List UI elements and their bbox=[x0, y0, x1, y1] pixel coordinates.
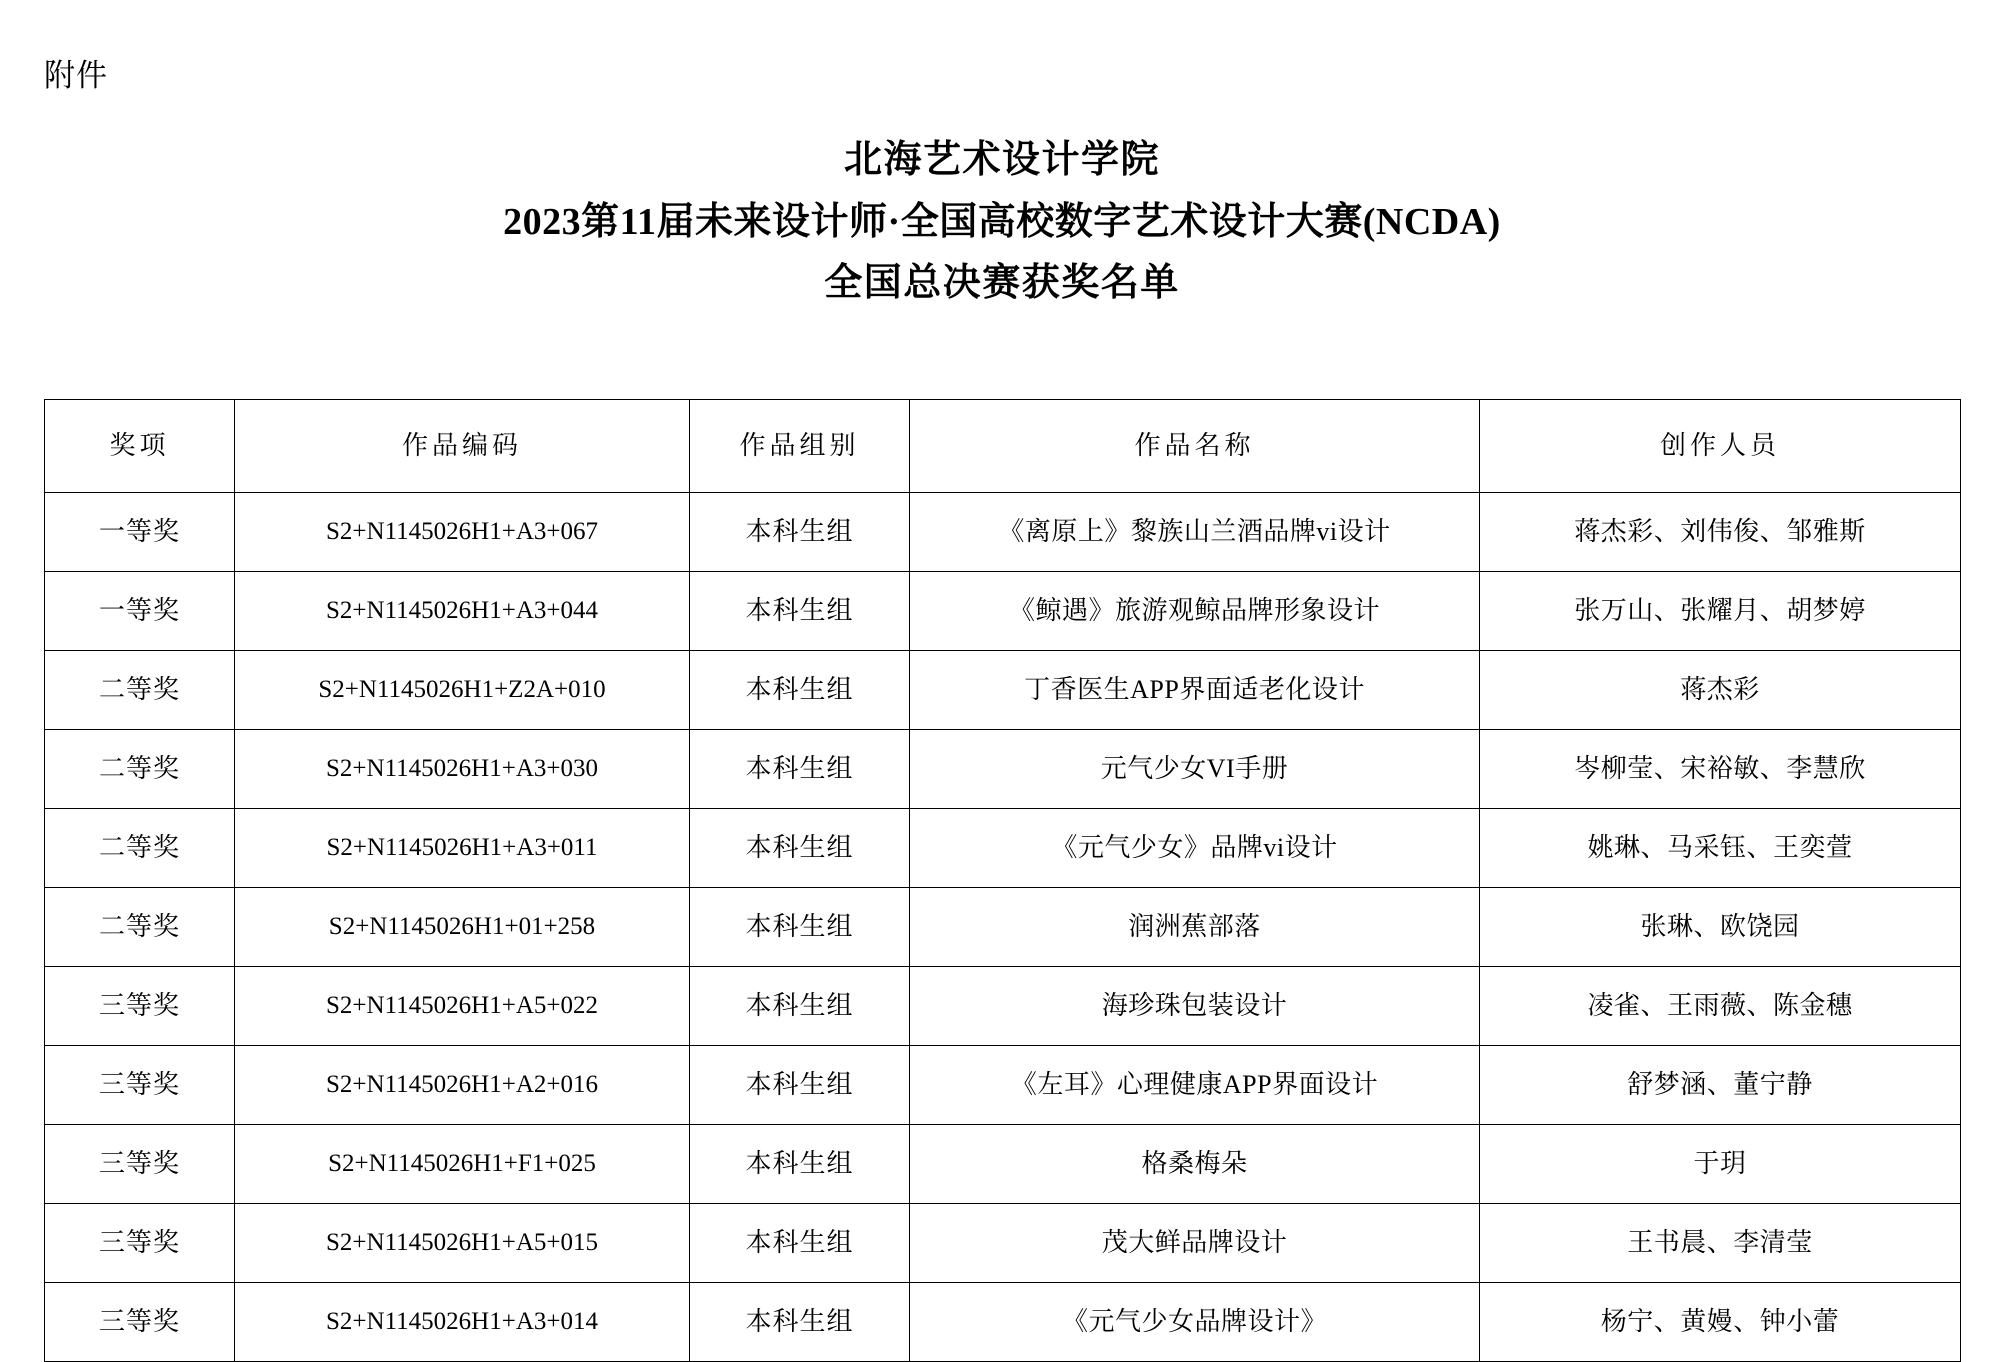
cell-group: 本科生组 bbox=[690, 1046, 910, 1125]
cell-work: 润洲蕉部落 bbox=[910, 888, 1480, 967]
table-header-row bbox=[45, 400, 1961, 493]
attachment-label: 附件 bbox=[44, 58, 108, 93]
cell-work: 茂大鲜品牌设计 bbox=[910, 1204, 1480, 1283]
cell-authors: 姚琳、马采钰、王奕萱 bbox=[1480, 809, 1961, 888]
column-header-work: 作品名称 bbox=[910, 400, 1480, 493]
cell-work: 海珍珠包装设计 bbox=[910, 967, 1480, 1046]
cell-award: 三等奖 bbox=[45, 1204, 235, 1283]
table-row bbox=[45, 651, 1961, 730]
cell-award: 三等奖 bbox=[45, 1046, 235, 1125]
cell-group: 本科生组 bbox=[690, 651, 910, 730]
column-header-authors: 创作人员 bbox=[1480, 400, 1961, 493]
table-row bbox=[45, 1125, 1961, 1204]
cell-work: 元气少女VI手册 bbox=[910, 730, 1480, 809]
cell-authors: 张万山、张耀月、胡梦婷 bbox=[1480, 572, 1961, 651]
table-row bbox=[45, 730, 1961, 809]
table-row bbox=[45, 493, 1961, 572]
table-row bbox=[45, 1204, 1961, 1283]
cell-code: S2+N1145026H1+A3+030 bbox=[235, 730, 690, 809]
title-line-institution: 北海艺术设计学院 bbox=[843, 139, 1160, 181]
cell-group: 本科生组 bbox=[690, 1204, 910, 1283]
cell-group: 本科生组 bbox=[690, 809, 910, 888]
cell-code: S2+N1145026H1+Z2A+010 bbox=[235, 651, 690, 730]
cell-work: 《离原上》黎族山兰酒品牌vi设计 bbox=[910, 493, 1480, 572]
cell-authors: 于玥 bbox=[1480, 1125, 1961, 1204]
cell-code: S2+N1145026H1+A3+067 bbox=[235, 493, 690, 572]
cell-work: 《元气少女品牌设计》 bbox=[910, 1283, 1480, 1362]
cell-award: 二等奖 bbox=[45, 730, 235, 809]
cell-group: 本科生组 bbox=[690, 730, 910, 809]
cell-award: 二等奖 bbox=[45, 888, 235, 967]
cell-code: S2+N1145026H1+A3+011 bbox=[235, 809, 690, 888]
cell-work: 格桑梅朵 bbox=[910, 1125, 1480, 1204]
cell-code: S2+N1145026H1+A3+014 bbox=[235, 1283, 690, 1362]
cell-code: S2+N1145026H1+A5+015 bbox=[235, 1204, 690, 1283]
cell-authors: 杨宁、黄嫚、钟小蕾 bbox=[1480, 1283, 1961, 1362]
cell-authors: 舒梦涵、董宁静 bbox=[1480, 1046, 1961, 1125]
cell-award: 二等奖 bbox=[45, 809, 235, 888]
cell-authors: 蒋杰彩 bbox=[1480, 651, 1961, 730]
table-row bbox=[45, 888, 1961, 967]
cell-award: 三等奖 bbox=[45, 967, 235, 1046]
cell-authors: 凌雀、王雨薇、陈金穗 bbox=[1480, 967, 1961, 1046]
cell-award: 一等奖 bbox=[45, 572, 235, 651]
cell-award: 二等奖 bbox=[45, 651, 235, 730]
cell-group: 本科生组 bbox=[690, 1283, 910, 1362]
title-line-subtitle: 全国总决赛获奖名单 bbox=[824, 262, 1180, 305]
cell-group: 本科生组 bbox=[690, 572, 910, 651]
title-line-competition: 2023第11届未来设计师·全国高校数字艺术设计大赛(NCDA) bbox=[503, 200, 1501, 243]
cell-award: 三等奖 bbox=[45, 1125, 235, 1204]
cell-award: 一等奖 bbox=[45, 493, 235, 572]
table-row bbox=[45, 1046, 1961, 1125]
cell-group: 本科生组 bbox=[690, 888, 910, 967]
cell-code: S2+N1145026H1+A5+022 bbox=[235, 967, 690, 1046]
cell-group: 本科生组 bbox=[690, 967, 910, 1046]
cell-authors: 蒋杰彩、刘伟俊、邹雅斯 bbox=[1480, 493, 1961, 572]
cell-code: S2+N1145026H1+01+258 bbox=[235, 888, 690, 967]
awards-table bbox=[44, 399, 1961, 1362]
column-header-award: 奖项 bbox=[45, 400, 235, 493]
table-row bbox=[45, 572, 1961, 651]
cell-authors: 王书晨、李清莹 bbox=[1480, 1204, 1961, 1283]
table-row bbox=[45, 967, 1961, 1046]
cell-work: 《左耳》心理健康APP界面设计 bbox=[910, 1046, 1480, 1125]
table-row bbox=[45, 1283, 1961, 1362]
cell-award: 三等奖 bbox=[45, 1283, 235, 1362]
cell-group: 本科生组 bbox=[690, 1125, 910, 1204]
cell-work: 丁香医生APP界面适老化设计 bbox=[910, 651, 1480, 730]
column-header-code: 作品编码 bbox=[235, 400, 690, 493]
cell-work: 《元气少女》品牌vi设计 bbox=[910, 809, 1480, 888]
cell-group: 本科生组 bbox=[690, 493, 910, 572]
cell-code: S2+N1145026H1+A2+016 bbox=[235, 1046, 690, 1125]
document-title bbox=[0, 130, 2004, 315]
cell-authors: 岑柳莹、宋裕敏、李慧欣 bbox=[1480, 730, 1961, 809]
column-header-group: 作品组别 bbox=[690, 400, 910, 493]
cell-work: 《鲸遇》旅游观鲸品牌形象设计 bbox=[910, 572, 1480, 651]
table-row bbox=[45, 809, 1961, 888]
cell-authors: 张琳、欧饶园 bbox=[1480, 888, 1961, 967]
cell-code: S2+N1145026H1+F1+025 bbox=[235, 1125, 690, 1204]
cell-code: S2+N1145026H1+A3+044 bbox=[235, 572, 690, 651]
